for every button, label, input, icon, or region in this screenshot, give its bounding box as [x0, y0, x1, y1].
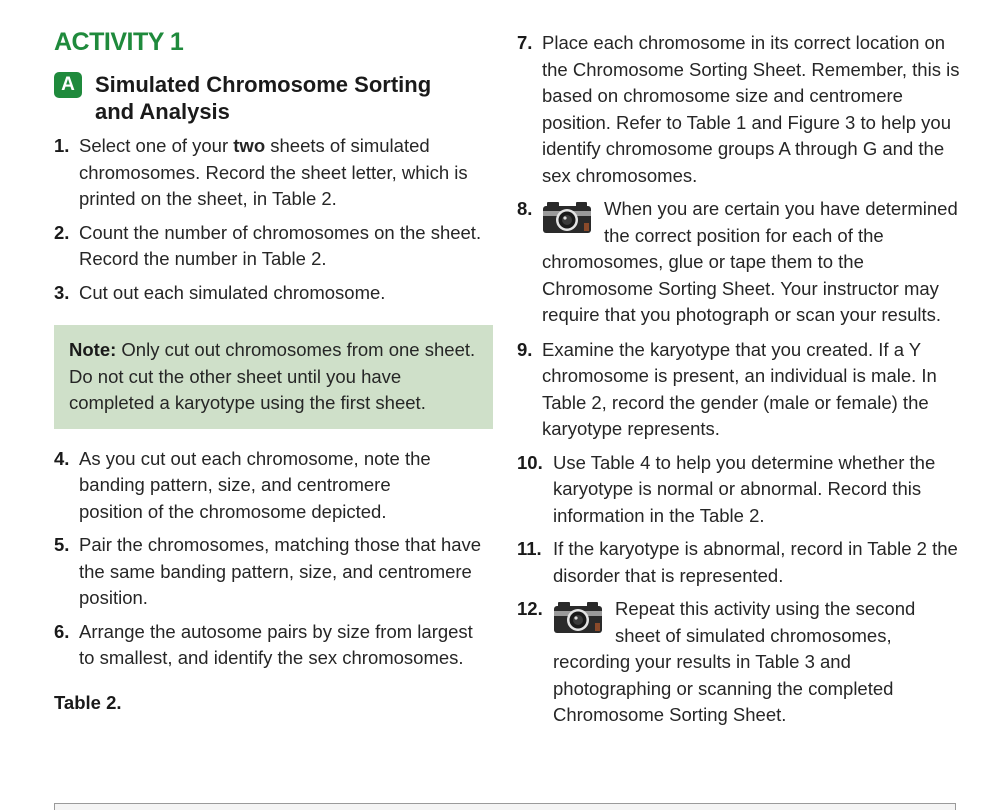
step-number: 7. [517, 32, 533, 53]
step-10 [517, 450, 962, 530]
step-number: 2. [54, 221, 70, 243]
section-title: Simulated Chromosome Sorting and Analysis [95, 72, 432, 124]
left-column [54, 28, 494, 714]
step-1 [54, 133, 494, 213]
step-number: 4. [54, 447, 70, 469]
note-box [54, 325, 493, 429]
section-letter-badge: A [54, 72, 82, 98]
step-text: Place each chromosome in its correct location on the Chromosome Sorting Sheet. Remember, this is based on chromosome size and centromere position. Refer to Table 1 and Figure 3 to help you identify chromosome groups A through G and the sex chromosomes. [542, 32, 960, 186]
step-number: 3. [54, 281, 70, 303]
step-text: When you are certain you have determined the correct position for each of the chromosomes, glue or tape them to the Chromosome Sorting Sheet. Your instructor may require that you photograph or scan your results. [542, 198, 958, 325]
step-text-emphasis: two [233, 135, 266, 156]
step-number: 11. [517, 538, 542, 559]
step-text: Examine the karyotype that you created. If a Y chromosome is present, an individual is male. In Table 2, record the gender (male or female) the karyotype represents. [542, 338, 937, 439]
camera-icon [553, 600, 603, 634]
section-heading [54, 71, 494, 125]
step-text: If the karyotype is abnormal, record in Table 2 the disorder that is represented. [553, 538, 958, 586]
note-text: Only cut out chromosomes from one sheet. Do not cut the other sheet until you have completed a karyotype using the first sheet. [69, 339, 476, 413]
step-3 [54, 280, 494, 307]
step-11 [517, 536, 962, 589]
step-number: 6. [54, 620, 70, 642]
step-body [517, 596, 962, 729]
activity-title: ACTIVITY 1 [54, 28, 184, 56]
step-number: 9. [517, 338, 533, 360]
step-text: As you cut out each chromosome, note the banding pattern, size, and centromere position of the chromosome depicted. [79, 447, 431, 522]
note-label: Note: [69, 339, 117, 360]
step-text: Count the number of chromosomes on the sheet. Record the number in Table 2. [79, 221, 482, 269]
camera-icon [542, 200, 592, 234]
step-7 [517, 30, 962, 189]
step-number: 8. [517, 198, 533, 219]
step-number: 10. [517, 451, 543, 473]
step-9 [517, 337, 962, 443]
step-text: Pair the chromosomes, matching those that have the same banding pattern, size, and centromere position. [79, 534, 482, 608]
step-number: 5. [54, 534, 70, 555]
step-6 [54, 619, 494, 672]
step-number: 12. [517, 598, 543, 619]
table-2-label: Table 2. [54, 691, 122, 713]
step-12 [517, 596, 962, 729]
step-text: Cut out each simulated chromosome. [79, 281, 386, 303]
step-text: Arrange the autosome pairs by size from largest to smallest, and identify the sex chromosomes. [79, 620, 473, 668]
step-text [79, 133, 494, 213]
step-text: Use Table 4 to help you determine whether the karyotype is normal or abnormal. Record this information in the Table 2. [553, 451, 936, 526]
step-4 [54, 446, 494, 526]
step-number: 1. [54, 135, 70, 156]
right-column [517, 30, 962, 737]
step-2 [54, 220, 494, 273]
step-text-part: Select one of your [79, 135, 234, 156]
step-text-part: sheets of simulated chromosomes. Record the sheet letter, which is printed on the sheet, in Table 2. [79, 135, 468, 209]
step-8 [517, 196, 962, 329]
step-text: Repeat this activity using the second sheet of simulated chromosomes, recording your results in Table 3 and photographing or scanning the completed Chromosome Sorting Sheet. [553, 598, 916, 725]
step-body [517, 196, 962, 329]
step-5 [54, 532, 494, 612]
